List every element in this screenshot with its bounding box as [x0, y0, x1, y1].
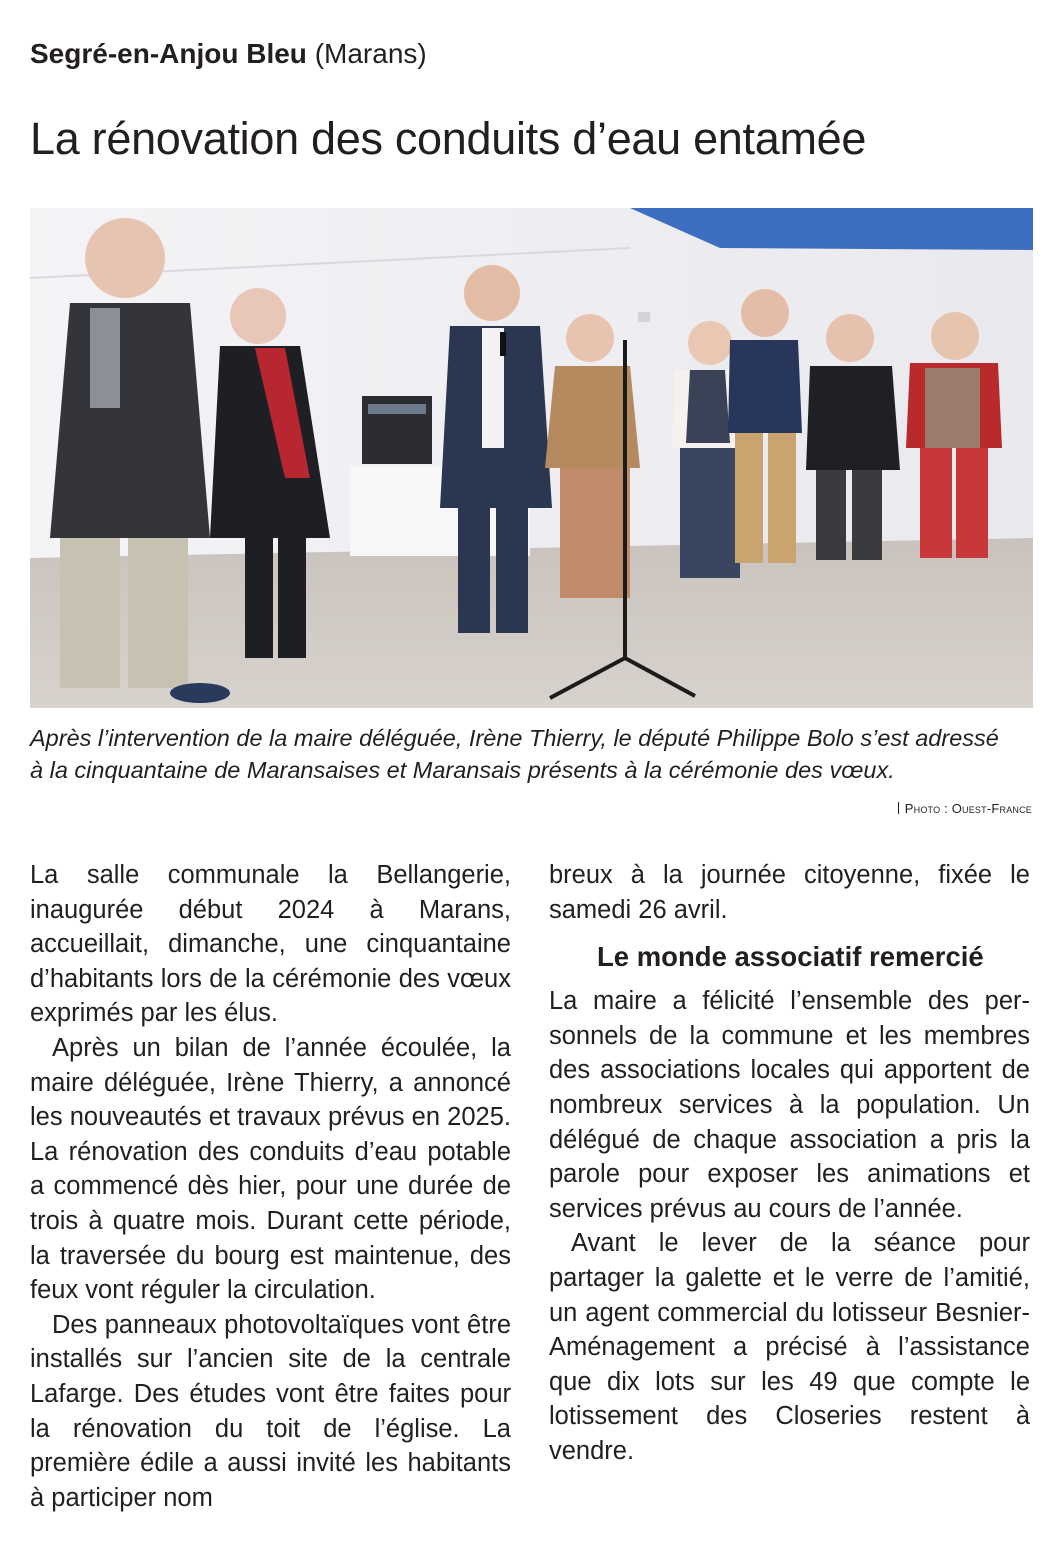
article-paragraph: Avant le lever de la séance pour partager la galette et le verre de l’amitié, un agent commercial du lotisseur Besnier-Aménagement a précisé à l’assistance que dix lots sur les 49 que compte le lotissement des Closeries restent à vendre. [549, 1229, 1030, 1465]
article-paragraph: La maire a félicité l’ensemble des personnels de la commune et les membres des associations locales qui apportent de nombreux services à la population. Un délégué de chaque association a pris la parole pour exposer les animations et services prévus au cours de l’année. [549, 987, 1030, 1223]
article-column-right [549, 858, 1030, 1469]
article-paragraph: La salle communale la Bellangerie, inaugurée début 2024 à Marans, accueillait, dimanche, une cinquantaine d’habitants lors de la cérémonie des vœux exprimés par les élus. [30, 861, 511, 1028]
article-subheading: Le monde associatif remercié [597, 941, 984, 973]
article-column-left [30, 858, 511, 1515]
article-photo [30, 208, 1033, 708]
article-paragraph-continuation: breux à la journée citoyenne, fixée le samedi 26 avril. [549, 861, 1030, 924]
ceremony-photo-illustration [30, 208, 1033, 708]
article-kicker [30, 34, 427, 74]
kicker-village: (Marans) [314, 38, 427, 69]
photo-caption: Après l’intervention de la maire déléguée, Irène Thierry, le député Philippe Bolo s’est adressé à la cinquantaine de Maransaises et Maransais présents à la cérémonie des vœux. [30, 725, 999, 783]
article-paragraph: Des panneaux photovoltaïques vont être installés sur l’ancien site de la centrale Lafarge. Des études vont être faites pour la rénovation du toit de l’église. La première édile a aussi invité les habitants à participer nom [30, 1310, 511, 1512]
kicker-town: Segré-en-Anjou Bleu [30, 38, 307, 69]
article-paragraph: Après un bilan de l’année écoulée, la maire déléguée, Irène Thierry, a annoncé les nouveautés et travaux prévus en 2025. La rénovation des conduits d’eau potable a commencé dès hier, pour une durée de trois à quatre mois. Durant cette période, la traversée du bourg est maintenue, des feux vont réguler la circulation. [30, 1033, 511, 1305]
photo-credit [898, 800, 1032, 818]
credit-separator [898, 802, 899, 814]
photo-credit-text: Photo : Ouest-France [904, 801, 1032, 816]
article-headline: La rénovation des conduits d’eau entamée [30, 113, 867, 164]
